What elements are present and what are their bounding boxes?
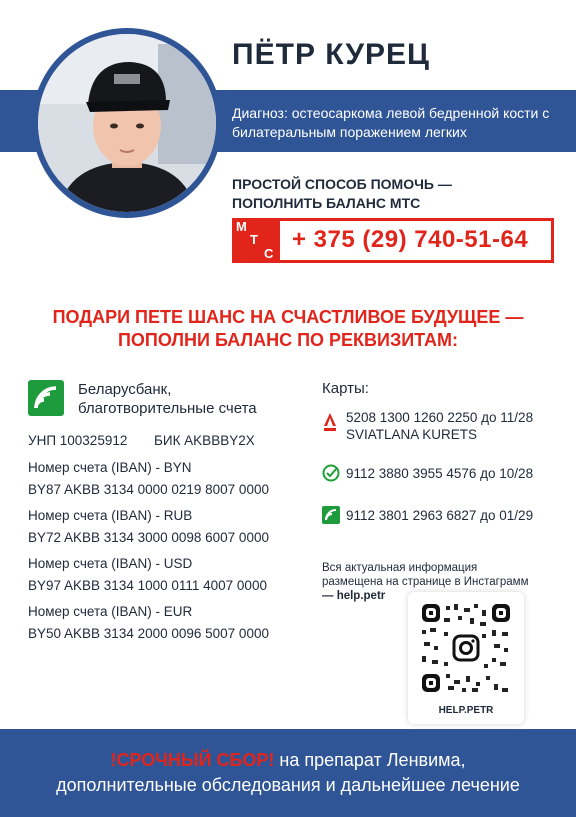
account-iban[interactable]: BY50 AKBB 3134 2000 0096 5007 0000 [28,626,269,641]
slogan-line-1: ПОДАРИ ПЕТЕ ШАНС НА СЧАСТЛИВОЕ БУДУЩЕЕ — [52,307,524,327]
patient-name: ПЁТР КУРЕЦ [232,38,430,71]
account-label: Номер счета (IBAN) - RUB [28,508,193,523]
account-label: Номер счета (IBAN) - EUR [28,604,193,619]
belarusbank-icon [322,506,340,524]
instagram-note: Вся актуальная информация размещена на странице в Инстаграмм — help.petr [322,561,562,603]
portrait-photo [38,34,216,212]
mts-logo-icon: М Т С [232,218,280,263]
urgent-line-1: !СРОЧНЫЙ СБОР! на препарат Ленвима, [110,750,466,770]
account-iban[interactable]: BY72 AKBB 3134 3000 0098 6007 0000 [28,530,269,545]
sber-icon [322,464,340,482]
qr-label: HELP.PETR [438,705,494,716]
card-number[interactable]: 9112 3801 2963 6827 до 01/29 [346,508,534,523]
account-iban[interactable]: BY97 AKBB 3134 1000 0111 4007 0000 [28,578,267,593]
card-holder: SVIATLANA KURETS [346,427,478,442]
card-number[interactable]: 5208 1300 1260 2250 до 11/28 [346,410,534,425]
card-number[interactable]: 9112 3880 3955 4576 до 10/28 [346,466,534,481]
urgent-appeal [0,748,576,798]
qr-code-icon [408,592,524,704]
slogan [0,306,576,352]
account-label: Номер счета (IBAN) - USD [28,556,193,571]
bank-bik: БИК AKBBBY2X [154,433,255,448]
alfa-bank-icon [322,412,338,432]
bank-unp: УНП 100325912 [28,433,128,448]
belarusbank-logo-icon [28,380,64,416]
urgent-line-2: дополнительные обследования и дальнейшее лечение [56,775,520,795]
bank-name: Беларусбанк, благотворительные счета [78,381,257,417]
account-label: Номер счета (IBAN) - BYN [28,460,192,475]
avatar [38,34,216,212]
urgent-label: !СРОЧНЫЙ СБОР! [110,750,275,770]
diagnosis-text: Диагноз: остеосаркома левой бедренной кости с билатеральным поражением легких [232,105,550,140]
cards-title: Карты: [322,380,369,397]
mts-phone-number[interactable]: + 375 (29) 740-51-64 [292,226,529,253]
account-iban[interactable]: BY87 AKBB 3134 0000 0219 8007 0000 [28,482,269,497]
slogan-line-2: ПОПОЛНИ БАЛАНС ПО РЕКВИЗИТАМ: [117,330,459,350]
help-title: ПРОСТОЙ СПОСОБ ПОМОЧЬ — ПОПОЛНИТЬ БАЛАНС МТС [232,176,452,211]
instagram-handle[interactable]: — help.petr [322,590,386,602]
